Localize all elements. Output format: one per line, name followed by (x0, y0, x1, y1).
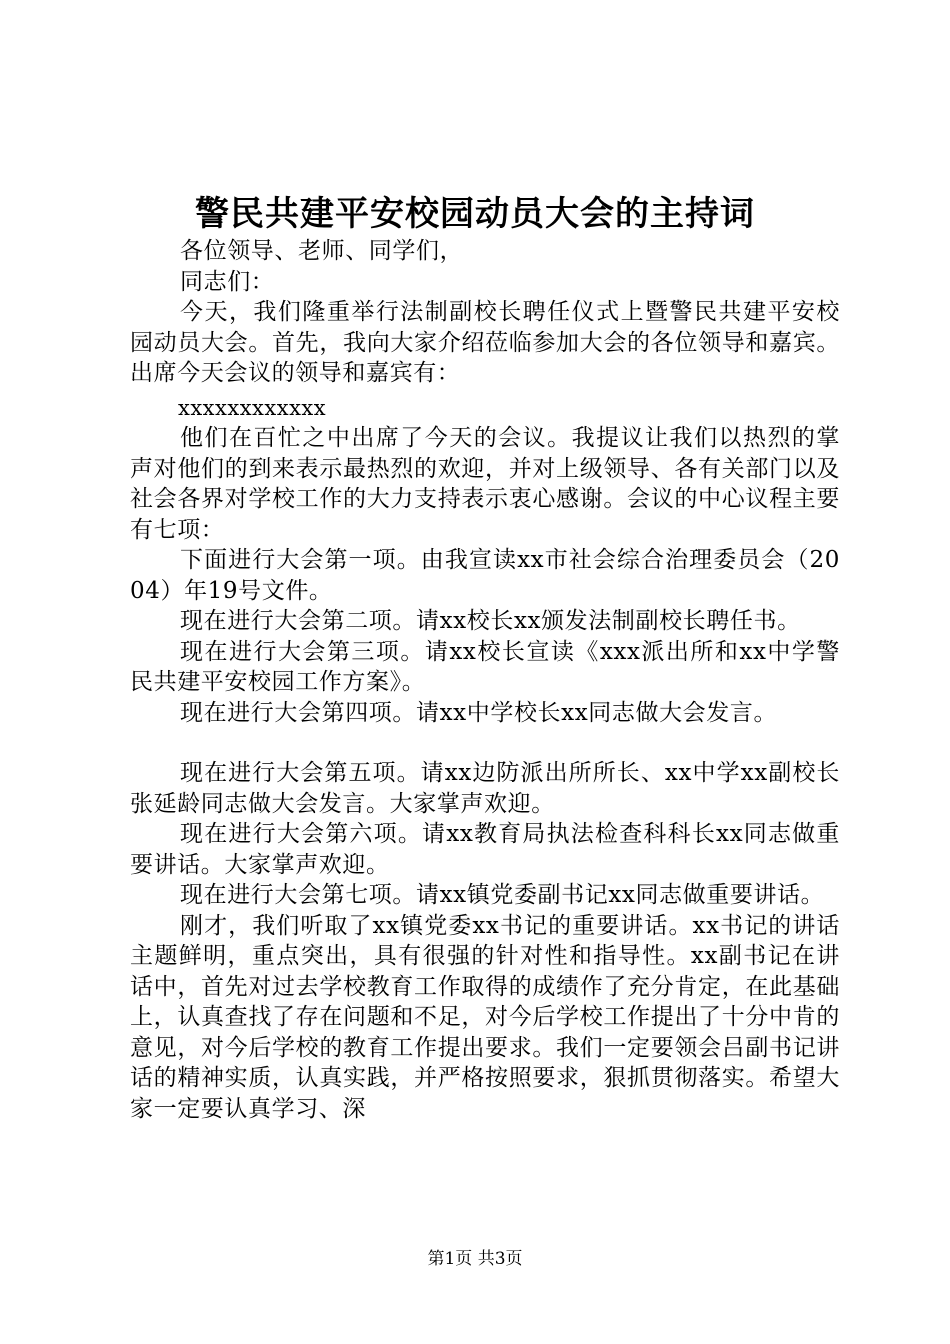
agenda-item: 下面进行大会第一项。由我宣读xx市社会综合治理委员会（2004）年19号文件。 (130, 547, 840, 604)
agenda-item: 现在进行大会第六项。请xx教育局执法检查科科长xx同志做重要讲话。大家掌声欢迎。 (130, 821, 840, 878)
greeting-line: 同志们： (180, 268, 275, 295)
paragraph: 今天，我们隆重举行法制副校长聘任仪式上暨警民共建平安校园动员大会。首先，我向大家介绍莅临参加大会的各位领导和嘉宾。出席今天会议的领导和嘉宾有： (130, 299, 840, 386)
agenda-item: 现在进行大会第七项。请xx镇党委副书记xx同志做重要讲话。 (180, 882, 825, 908)
placeholder-line: xxxxxxxxxxxx (178, 395, 327, 420)
paragraph: 他们在百忙之中出席了今天的会议。我提议让我们以热烈的掌声对他们的到来表示最热烈的欢迎，并对上级领导、各有关部门以及社会各界对学校工作的大力支持表示衷心感谢。会议的中心议程主要有七项： (130, 425, 840, 543)
document-body (130, 236, 840, 1124)
page-number: 第1页 共3页 (427, 1249, 523, 1269)
greeting-line: 各位领导、老师、同学们， (180, 238, 464, 264)
document-title: 警民共建平安校园动员大会的主持词 (195, 194, 755, 234)
blank-line (130, 728, 840, 758)
paragraph: 刚才，我们听取了xx镇党委xx书记的重要讲话。xx书记的讲话主题鲜明，重点突出，具有很强的针对性和指导性。xx副书记在讲话中，首先对过去学校教育工作取得的成绩作了充分肯定，在此基础上，认真查找了存在问题和不足，对今后学校工作提出了十分中肯的意见，对今后学校的教育工作提出要求。我们一定要领会吕副书记讲话的精神实质，认真实践，并严格按照要求，狠抓贯彻落实。希望大家一定要认真学习、深 (130, 912, 840, 1122)
agenda-item: 现在进行大会第四项。请xx中学校长xx同志做大会发言。 (180, 699, 778, 726)
agenda-item: 现在进行大会第二项。请xx校长xx颁发法制副校长聘任书。 (180, 608, 801, 634)
agenda-item: 现在进行大会第三项。请xx校长宣读《xxx派出所和xx中学警民共建平安校园工作方案》。 (130, 638, 840, 695)
agenda-item: 现在进行大会第五项。请xx边防派出所所长、xx中学xx副校长张延龄同志做大会发言。大家掌声欢迎。 (130, 760, 840, 817)
